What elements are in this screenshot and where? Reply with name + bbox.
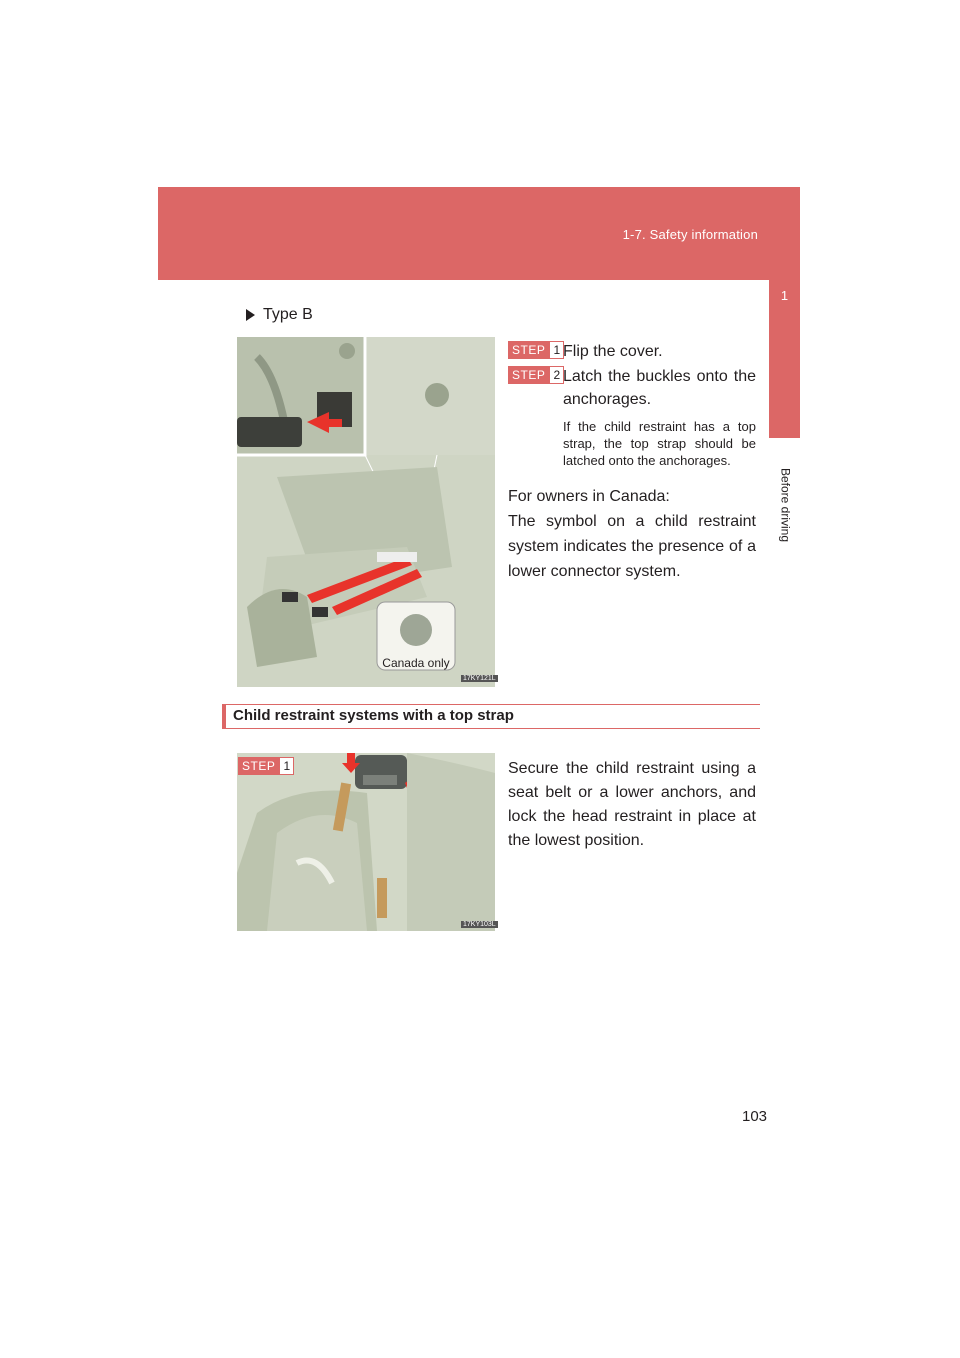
canada-heading: For owners in Canada: (508, 488, 670, 505)
top-strap-note: If the child restraint has a top strap, the top strap should be latched onto the anchorages. (563, 419, 756, 468)
section-title: 1-7. Safety information (622, 227, 758, 242)
triangle-bullet-icon (246, 309, 255, 321)
section-header (158, 187, 800, 280)
figure-code-2: 17KY103L (463, 921, 496, 928)
canada-info (508, 484, 756, 584)
chapter-side-label (778, 450, 792, 560)
type-b-heading: Type B (246, 306, 313, 324)
section-accent (222, 705, 226, 728)
chapter-number: 1 (780, 288, 789, 303)
step-badge-2: STEP 2 (508, 366, 564, 384)
figure-rear-seat-anchors (237, 337, 495, 687)
step-badge-1: STEP 1 (508, 341, 564, 359)
section-heading: Child restraint systems with a top strap (233, 707, 514, 724)
rear-seat-illustration (237, 337, 495, 687)
canada-only-caption: Canada only (382, 656, 450, 670)
step-2-text: Latch the buckles onto the anchorages. (563, 368, 756, 408)
step-1-text: Flip the cover. (563, 343, 663, 360)
chapter-tab (769, 280, 800, 438)
chapter-label: Before driving (778, 467, 793, 543)
child-seat-illustration (237, 753, 495, 931)
page-number: 103 (742, 1108, 768, 1125)
section-heading-bar (222, 704, 760, 729)
figure-top-strap (237, 753, 495, 931)
secure-instructions: Secure the child restraint using a seat belt or a lower anchors, and lock the head restraint in place at the lowest position. (508, 760, 756, 849)
figure-code: 17KY121L (463, 675, 496, 682)
step-badge-top-strap: STEP 1 (238, 757, 294, 775)
canada-body: The symbol on a child restraint system indicates the presence of a lower connector system. (508, 513, 756, 580)
